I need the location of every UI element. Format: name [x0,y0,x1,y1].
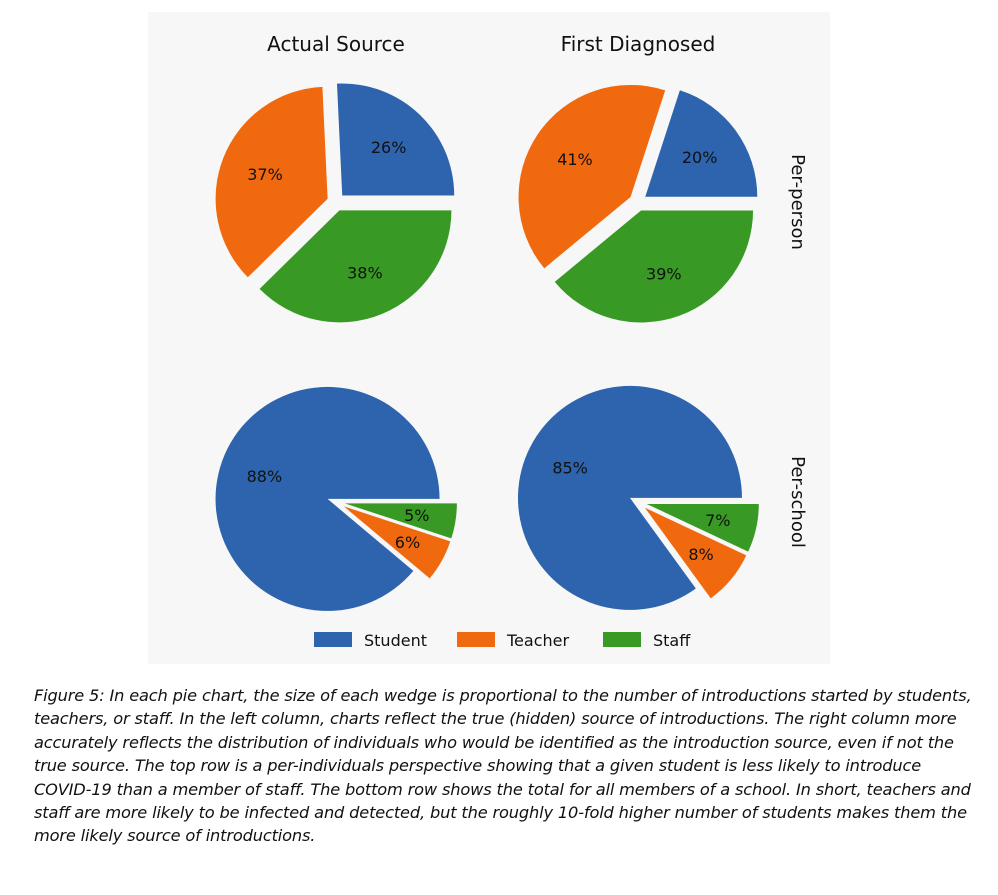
pct-label-teacher-per-school-first-diagnosed: 8% [688,545,714,565]
pct-label-teacher-per-person-first-diagnosed: 41% [557,150,593,170]
wedge-student-per-person-first-diagnosed [645,90,757,197]
row-label-per-person: Per-person [787,154,808,250]
pct-label-teacher-per-person-actual-source: 37% [247,165,283,185]
pies-layer [216,83,759,610]
pie-per-person-first-diagnosed [519,85,758,323]
figure-panel [148,12,830,664]
pct-label-student-per-person-first-diagnosed: 20% [681,148,718,168]
figure-caption: Figure 5: In each pie chart, the size of each wedge is proportional to the number of introductions started by students, teachers, or staff. In the left column, charts reflect the true (hidden) source of introductions. The right column more accurately reflects the distribution of individuals who would be identified as the introduction source, even if not the true source. The top row is a per-individuals perspective showing that a given student is less likely to introduce COVID-19 than a member of staff. The bottom row shows the total for all members of a school. In short, teachers and staff are more likely to be infected and detected, but the roughly 10-fold higher number of students makes them the more likely source of introductions. [34,686,972,846]
pct-label-staff-per-school-first-diagnosed: 7% [705,510,731,530]
pct-label-staff-per-person-actual-source: 38% [347,263,383,283]
legend-label-teacher: Teacher [507,631,570,650]
pie-per-school-first-diagnosed [518,386,759,610]
row-label-per-school: Per-school [787,456,808,548]
pie-per-person-actual-source [216,83,455,322]
pct-label-student-per-school-first-diagnosed: 85% [552,458,588,478]
pct-label-student-per-person-actual-source: 26% [370,137,407,157]
legend-label-student: Student [364,631,427,650]
pct-label-teacher-per-school-actual-source: 6% [394,532,421,552]
column-title-actual-source: Actual Source [267,32,405,56]
pct-label-staff-per-person-first-diagnosed: 39% [646,264,682,284]
legend-swatch-teacher [457,632,495,647]
legend-swatch-student [314,632,352,647]
pie-chart-grid [148,12,830,664]
legend-swatch-staff [603,632,641,647]
pie-per-school-actual-source [216,387,457,611]
wedge-student-per-school-actual-source [216,387,440,611]
column-title-first-diagnosed: First Diagnosed [560,32,716,56]
pct-label-staff-per-school-actual-source: 5% [404,505,430,525]
legend-label-staff: Staff [653,631,691,650]
pct-label-student-per-school-actual-source: 88% [246,466,283,486]
legend [314,631,691,650]
